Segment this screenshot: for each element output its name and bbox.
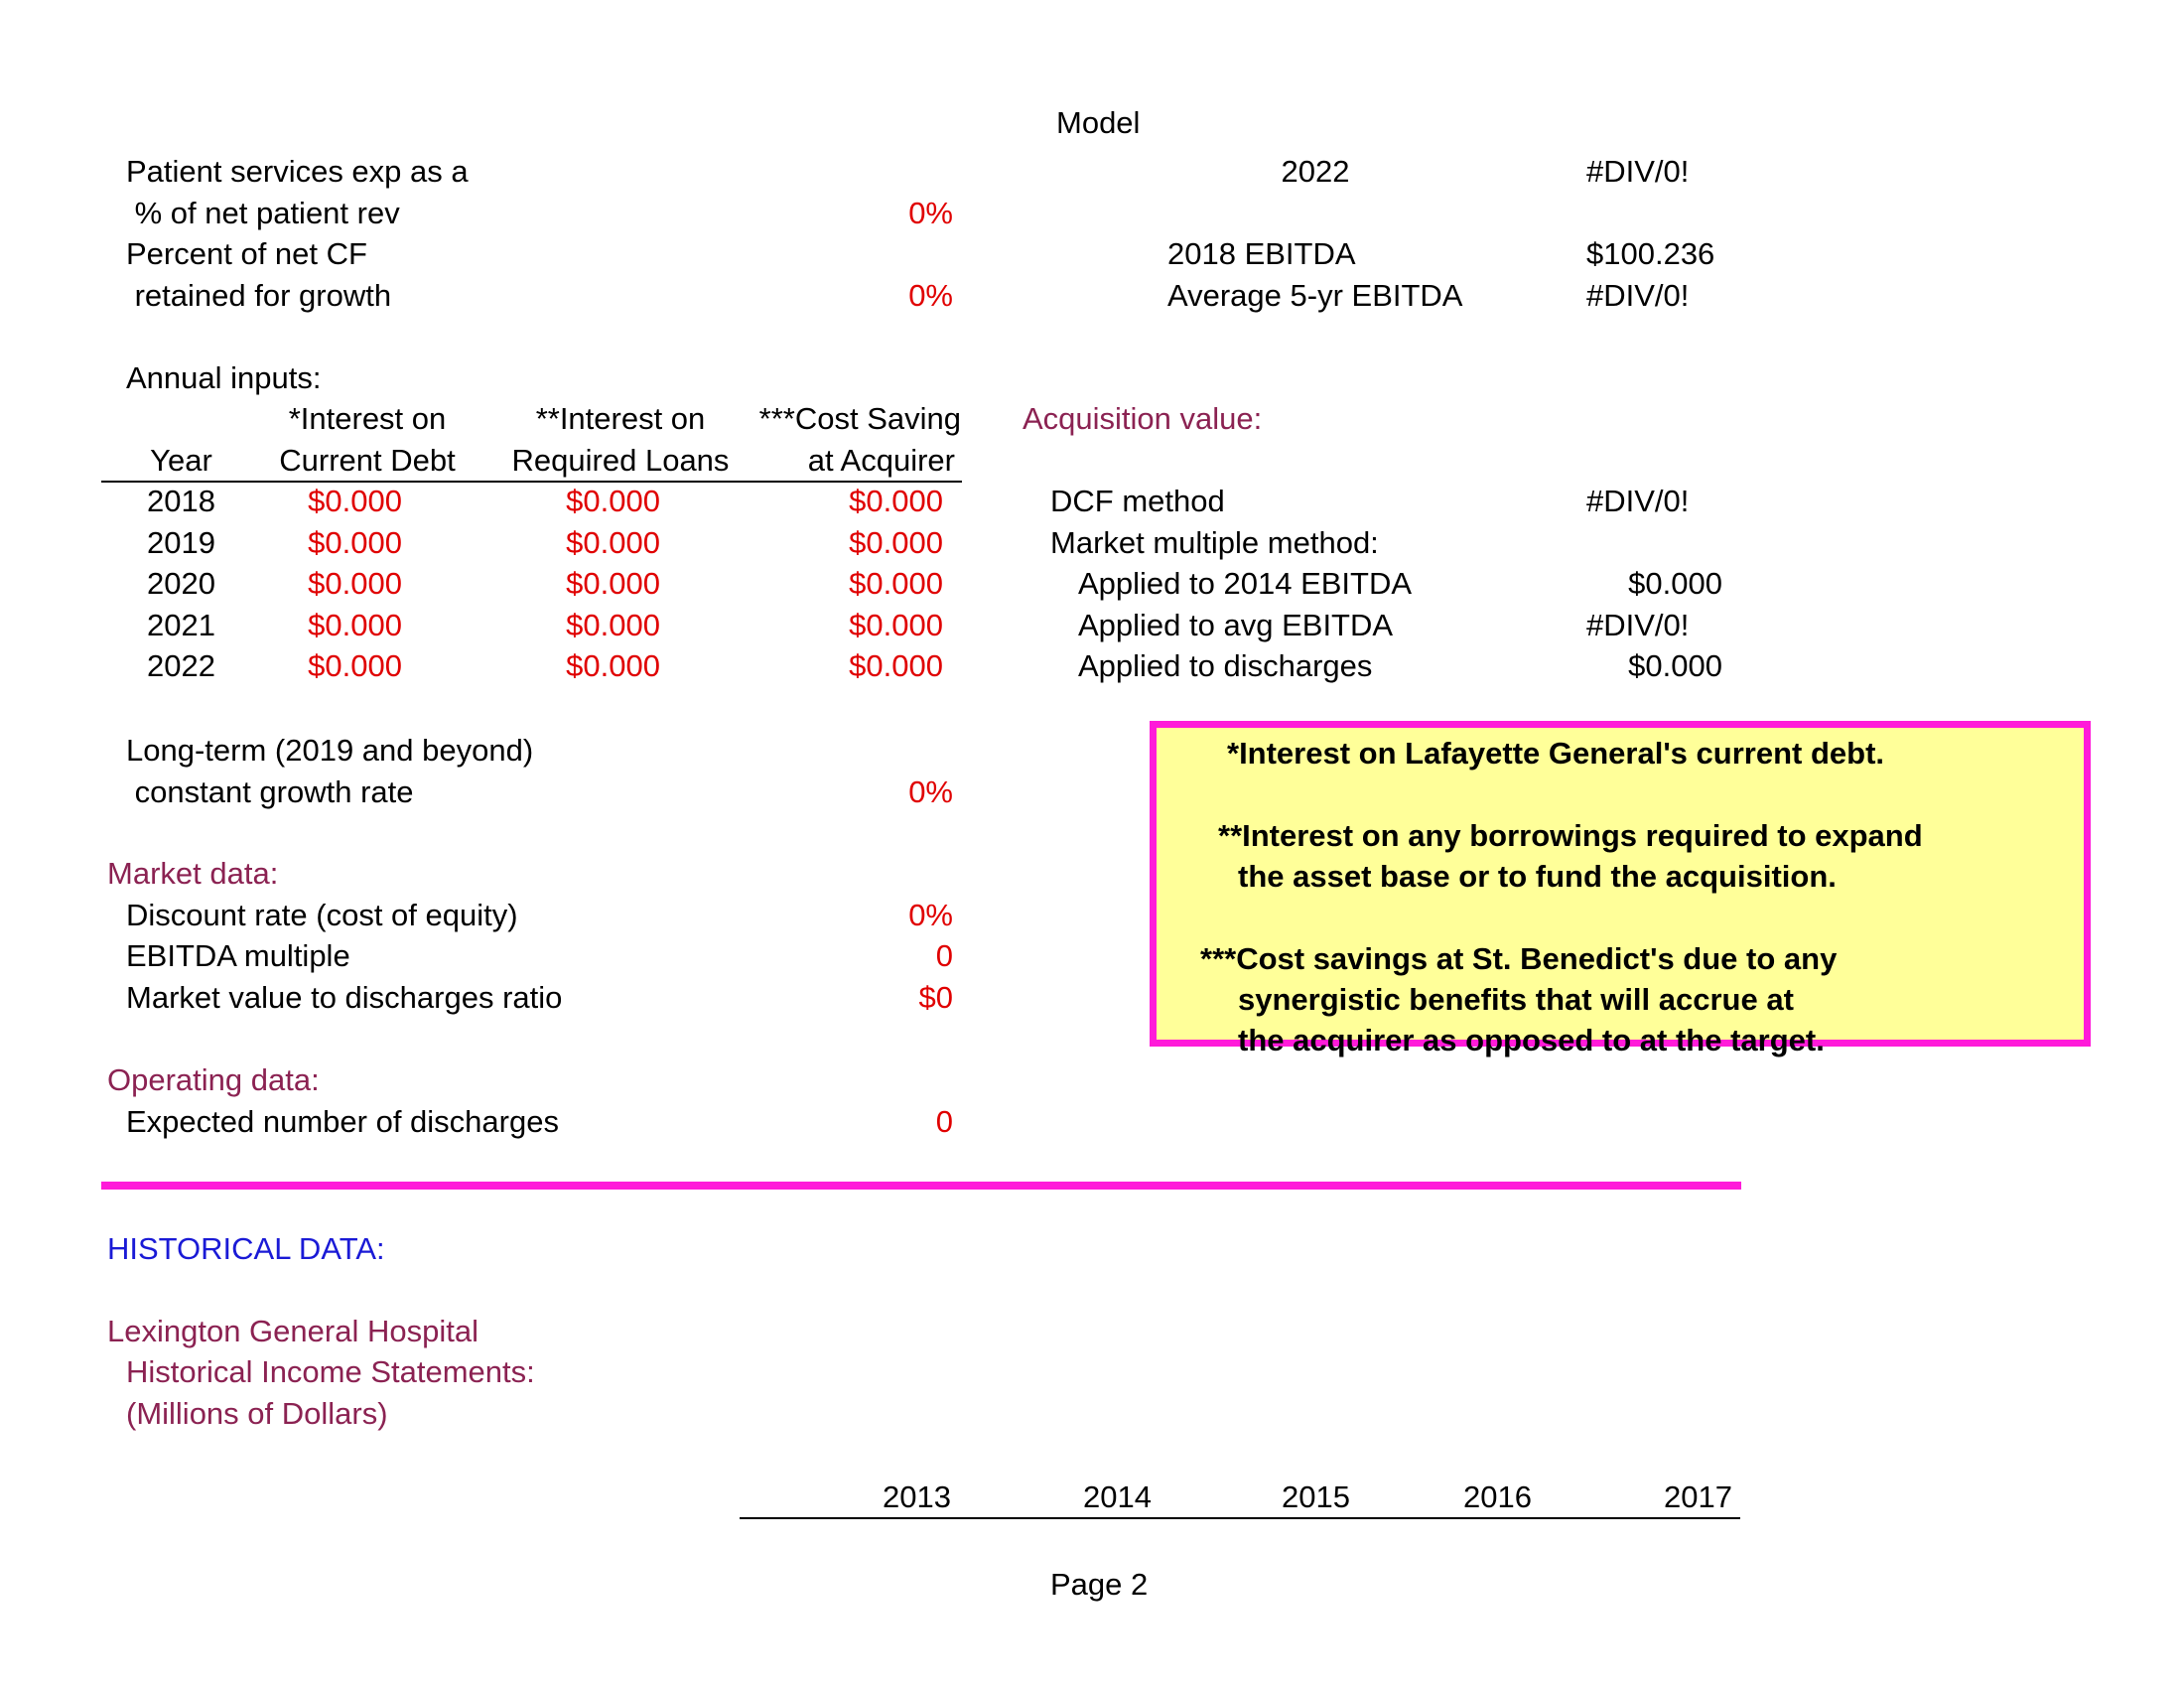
units-label: (Millions of Dollars) bbox=[126, 1396, 388, 1431]
footnotes-box bbox=[1150, 721, 2091, 1057]
row-interest-required[interactable]: $0.000 bbox=[566, 525, 660, 560]
model-label: Model bbox=[1056, 105, 1141, 140]
discharges-label: Expected number of discharges bbox=[126, 1104, 559, 1139]
acquisition-title: Acquisition value: bbox=[1023, 401, 1263, 436]
applied-2014-label: Applied to 2014 EBITDA bbox=[1078, 566, 1413, 601]
row-interest-current[interactable]: $0.000 bbox=[308, 484, 402, 518]
row-year: 2021 bbox=[147, 608, 215, 642]
market-data-title: Market data: bbox=[107, 856, 279, 891]
header-interest-required-line1: **Interest on bbox=[535, 401, 706, 436]
header-interest-required-line2: Required Loans bbox=[511, 443, 730, 478]
ebitda-multiple-value[interactable]: 0 bbox=[935, 938, 953, 973]
operating-data-title: Operating data: bbox=[107, 1062, 320, 1097]
historical-header-rule bbox=[740, 1517, 1740, 1519]
applied-avg-value: #DIV/0! bbox=[1586, 608, 1690, 642]
header-year: Year bbox=[150, 443, 212, 478]
net-cf-label-line2: retained for growth bbox=[126, 278, 392, 313]
row-interest-required[interactable]: $0.000 bbox=[566, 566, 660, 601]
market-multiple-label: Market multiple method: bbox=[1050, 525, 1379, 560]
mv-ratio-label: Market value to discharges ratio bbox=[126, 980, 563, 1015]
dcf-label: DCF method bbox=[1050, 484, 1225, 518]
ebitda-2018-value: $100.236 bbox=[1586, 236, 1715, 271]
ebitda-multiple-label: EBITDA multiple bbox=[126, 938, 350, 973]
historical-data-title: HISTORICAL DATA: bbox=[107, 1231, 385, 1266]
row-year: 2018 bbox=[147, 484, 215, 518]
historical-year: 2016 bbox=[1463, 1479, 1532, 1514]
note-line-3: the asset base or to fund the acquisition. bbox=[1238, 859, 1837, 894]
patient-services-label-line2: % of net patient rev bbox=[126, 196, 400, 230]
row-cost-saving[interactable]: $0.000 bbox=[849, 525, 943, 560]
mv-ratio-value[interactable]: $0 bbox=[918, 980, 953, 1015]
net-cf-value[interactable]: 0% bbox=[908, 278, 953, 313]
row-cost-saving[interactable]: $0.000 bbox=[849, 648, 943, 683]
hospital-name: Lexington General Hospital bbox=[107, 1314, 478, 1348]
applied-discharges-label: Applied to discharges bbox=[1078, 648, 1373, 683]
ebitda-2018-label: 2018 EBITDA bbox=[1167, 236, 1356, 271]
avg-ebitda-value: #DIV/0! bbox=[1586, 278, 1690, 313]
row-year: 2019 bbox=[147, 525, 215, 560]
row-interest-current[interactable]: $0.000 bbox=[308, 608, 402, 642]
patient-services-value[interactable]: 0% bbox=[908, 196, 953, 230]
patient-services-label-line1: Patient services exp as a bbox=[126, 154, 469, 189]
applied-2014-value: $0.000 bbox=[1628, 566, 1722, 601]
note-line-6: the acquirer as opposed to at the target. bbox=[1238, 1023, 1825, 1057]
growth-label-line2: constant growth rate bbox=[126, 774, 414, 809]
section-divider bbox=[101, 1182, 1741, 1190]
net-cf-label-line1: Percent of net CF bbox=[126, 236, 367, 271]
header-cost-saving-line1: ***Cost Saving bbox=[758, 401, 961, 436]
annual-inputs-title: Annual inputs: bbox=[126, 360, 322, 395]
row-interest-current[interactable]: $0.000 bbox=[308, 648, 402, 683]
applied-avg-label: Applied to avg EBITDA bbox=[1078, 608, 1394, 642]
discount-rate-value[interactable]: 0% bbox=[908, 898, 953, 932]
row-cost-saving[interactable]: $0.000 bbox=[849, 608, 943, 642]
growth-label-line1: Long-term (2019 and beyond) bbox=[126, 733, 534, 768]
income-statements-label: Historical Income Statements: bbox=[126, 1354, 535, 1389]
row-interest-required[interactable]: $0.000 bbox=[566, 484, 660, 518]
historical-year: 2015 bbox=[1282, 1479, 1350, 1514]
row-cost-saving[interactable]: $0.000 bbox=[849, 566, 943, 601]
summary-year-value: #DIV/0! bbox=[1586, 154, 1690, 189]
row-interest-current[interactable]: $0.000 bbox=[308, 566, 402, 601]
row-year: 2022 bbox=[147, 648, 215, 683]
page-number: Page 2 bbox=[1050, 1567, 1149, 1602]
growth-value[interactable]: 0% bbox=[908, 774, 953, 809]
note-line-5: synergistic benefits that will accrue at bbox=[1238, 982, 1794, 1017]
discount-rate-label: Discount rate (cost of equity) bbox=[126, 898, 518, 932]
historical-year: 2017 bbox=[1664, 1479, 1732, 1514]
avg-ebitda-label: Average 5-yr EBITDA bbox=[1167, 278, 1463, 313]
historical-year: 2014 bbox=[1083, 1479, 1152, 1514]
row-year: 2020 bbox=[147, 566, 215, 601]
dcf-value: #DIV/0! bbox=[1586, 484, 1690, 518]
table-header-rule bbox=[101, 481, 962, 483]
historical-year: 2013 bbox=[883, 1479, 951, 1514]
row-interest-current[interactable]: $0.000 bbox=[308, 525, 402, 560]
header-interest-current-line2: Current Debt bbox=[279, 443, 456, 478]
header-cost-saving-line2: at Acquirer bbox=[807, 443, 955, 478]
discharges-value[interactable]: 0 bbox=[935, 1104, 953, 1139]
row-cost-saving[interactable]: $0.000 bbox=[849, 484, 943, 518]
applied-discharges-value: $0.000 bbox=[1628, 648, 1722, 683]
note-line-4: ***Cost savings at St. Benedict's due to any bbox=[1200, 941, 1838, 976]
summary-year: 2022 bbox=[1281, 154, 1350, 189]
row-interest-required[interactable]: $0.000 bbox=[566, 608, 660, 642]
note-line-1: *Interest on Lafayette General's current debt. bbox=[1227, 736, 1885, 771]
note-line-2: **Interest on any borrowings required to expand bbox=[1218, 818, 1923, 853]
header-interest-current-line1: *Interest on bbox=[288, 401, 447, 436]
row-interest-required[interactable]: $0.000 bbox=[566, 648, 660, 683]
